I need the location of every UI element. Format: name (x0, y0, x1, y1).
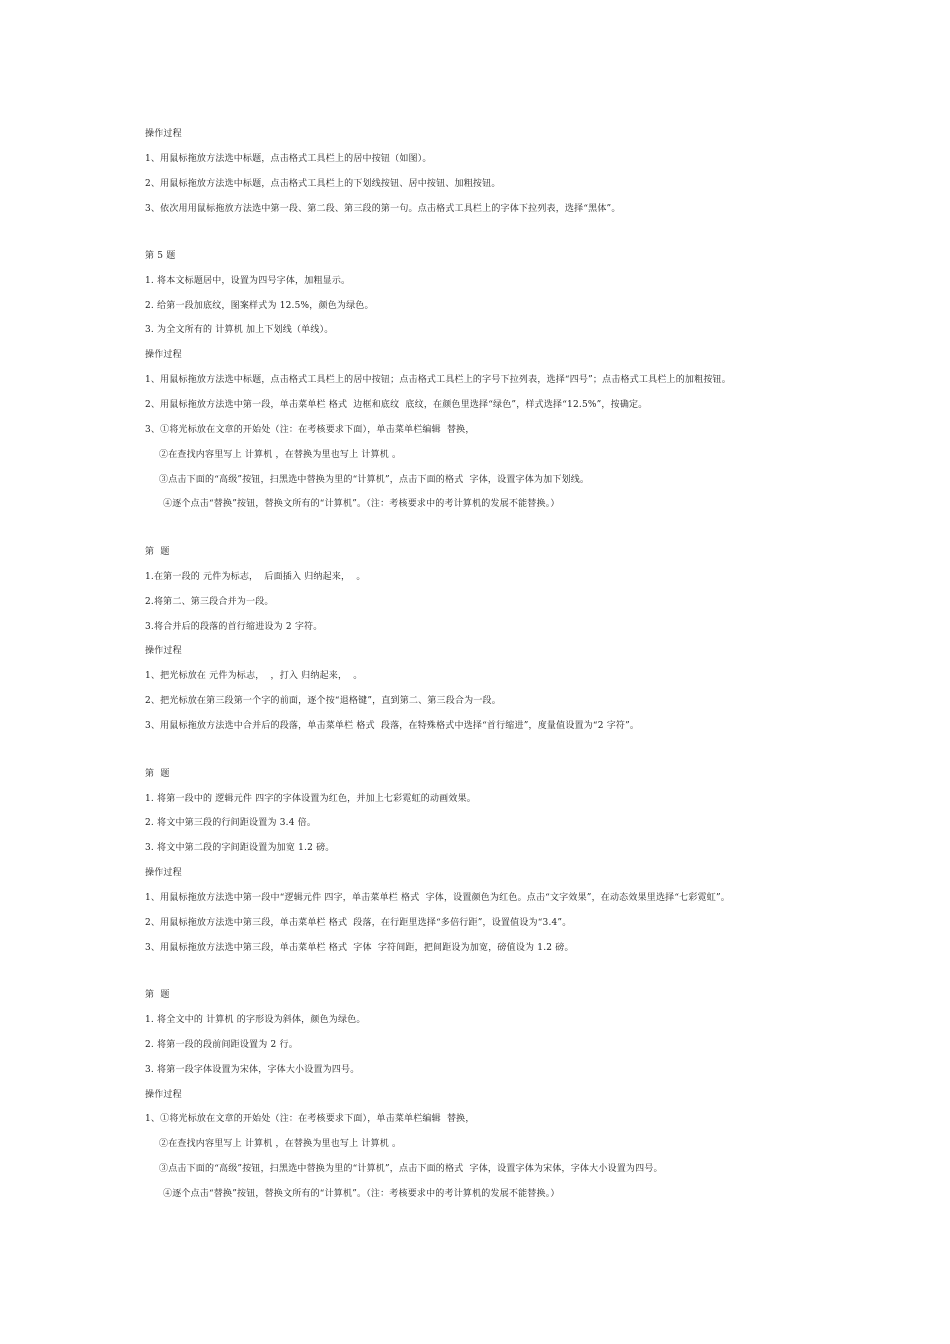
text-line: ②在查找内容里写上 计算机 ，在替换为里也写上 计算机 。 (159, 450, 402, 460)
text-line: 2. 给第一段加底纹，图案样式为 12.5%，颜色为绿色。 (145, 301, 374, 311)
section-heading: 操作过程 (145, 646, 182, 656)
section-heading: 操作过程 (145, 350, 182, 360)
text-line: 1.在第一段的 元件为标志， 后面插入 归纳起来， 。 (145, 572, 366, 582)
text-line: 3、用鼠标拖放方法选中合并后的段落，单击菜单栏 格式 段落，在特殊格式中选择“首行缩进”，度量值设置为“2 字符”。 (145, 721, 640, 731)
text-line: ③点击下面的“高级”按钮，扫黑选中替换为里的“计算机”，点击下面的格式 字体，设置字体为宋体，字体大小设置为四号。 (159, 1164, 663, 1174)
text-line: 3、①将光标放在文章的开始处（注：在考核要求下面），单击菜单栏编辑 替换， (145, 425, 475, 435)
text-line: ④逐个点击“替换”按钮，替换文所有的“计算机”。（注：考核要求中的考计算机的发展不能替换。） (163, 499, 560, 509)
text-line: 1. 将第一段中的 逻辑元件 四字的字体设置为红色，并加上七彩霓虹的动画效果。 (145, 794, 476, 804)
text-line: 3、用鼠标拖放方法选中第三段，单击菜单栏 格式 字体 字符间距，把间距设为加宽，磅值设为 1.2 磅。 (145, 943, 574, 953)
text-line: 3. 将第一段字体设置为宋体，字体大小设置为四号。 (145, 1065, 360, 1075)
text-line: 3、依次用用鼠标拖放方法选中第一段、第二段、第三段的第一句。点击格式工具栏上的字体下拉列表，选择“黑体”。 (145, 204, 621, 214)
text-line: ②在查找内容里写上 计算机 ，在替换为里也写上 计算机 。 (159, 1139, 402, 1149)
text-line: 1、①将光标放在文章的开始处（注：在考核要求下面），单击菜单栏编辑 替换， (145, 1114, 475, 1124)
section-heading: 操作过程 (145, 868, 182, 878)
text-line: 1、用鼠标拖放方法选中标题，点击格式工具栏上的居中按钮（如图）。 (145, 154, 432, 164)
text-line: 2、把光标放在第三段第一个字的前面，逐个按“退格键”，直到第二、第三段合为一段。 (145, 696, 501, 706)
text-line: 1、把光标放在 元件为标志， ，打入 归纳起来， 。 (145, 671, 363, 681)
text-line: 3.将合并后的段落的首行缩进设为 2 字符。 (145, 622, 323, 632)
text-line: 1. 将本文标题居中，设置为四号字体，加粗显示。 (145, 276, 351, 286)
text-line: 1. 将全文中的 计算机 的字形设为斜体，颜色为绿色。 (145, 1015, 366, 1025)
text-line: 1、用鼠标拖放方法选中标题，点击格式工具栏上的居中按钮；点击格式工具栏上的字号下拉列表，选择“四号”；点击格式工具栏上的加粗按钮。 (145, 375, 731, 385)
question-title: 第 题 (145, 769, 170, 779)
text-line: 2. 将文中第三段的行间距设置为 3.4 倍。 (145, 818, 317, 828)
text-line: 1、用鼠标拖放方法选中第一段中“逻辑元件 四字，单击菜单栏 格式 字体，设置颜色为红色。点击“文字效果”，在动态效果里选择“七彩霓虹”。 (145, 893, 730, 903)
question-title: 第 题 (145, 547, 170, 557)
text-line: 2、用鼠标拖放方法选中第一段，单击菜单栏 格式 边框和底纹 底纹，在颜色里选择“绿色”，样式选择“12.5%”，按确定。 (145, 400, 648, 410)
question-title: 第 5 题 (145, 251, 176, 261)
section-heading: 操作过程 (145, 129, 182, 139)
text-line: 2.将第二、第三段合并为一段。 (145, 597, 274, 607)
text-line: ④逐个点击“替换”按钮，替换文所有的“计算机”。（注：考核要求中的考计算机的发展不能替换。） (163, 1189, 560, 1199)
text-line: 3. 将文中第二段的字间距设置为加宽 1.2 磅。 (145, 843, 335, 853)
question-title: 第 题 (145, 990, 170, 1000)
text-line: 2、用鼠标拖放方法选中标题，点击格式工具栏上的下划线按钮、居中按钮、加粗按钮。 (145, 179, 501, 189)
text-line: ③点击下面的“高级”按钮，扫黑选中替换为里的“计算机”，点击下面的格式 字体，设置字体为加下划线。 (159, 475, 590, 485)
text-line: 2. 将第一段的段前间距设置为 2 行。 (145, 1040, 298, 1050)
text-line: 3. 为全文所有的 计算机 加上下划线（单线）。 (145, 325, 334, 335)
section-heading: 操作过程 (145, 1090, 182, 1100)
text-line: 2、用鼠标拖放方法选中第三段，单击菜单栏 格式 段落，在行距里选择“多倍行距”，设置值设为“3.4”。 (145, 918, 572, 928)
